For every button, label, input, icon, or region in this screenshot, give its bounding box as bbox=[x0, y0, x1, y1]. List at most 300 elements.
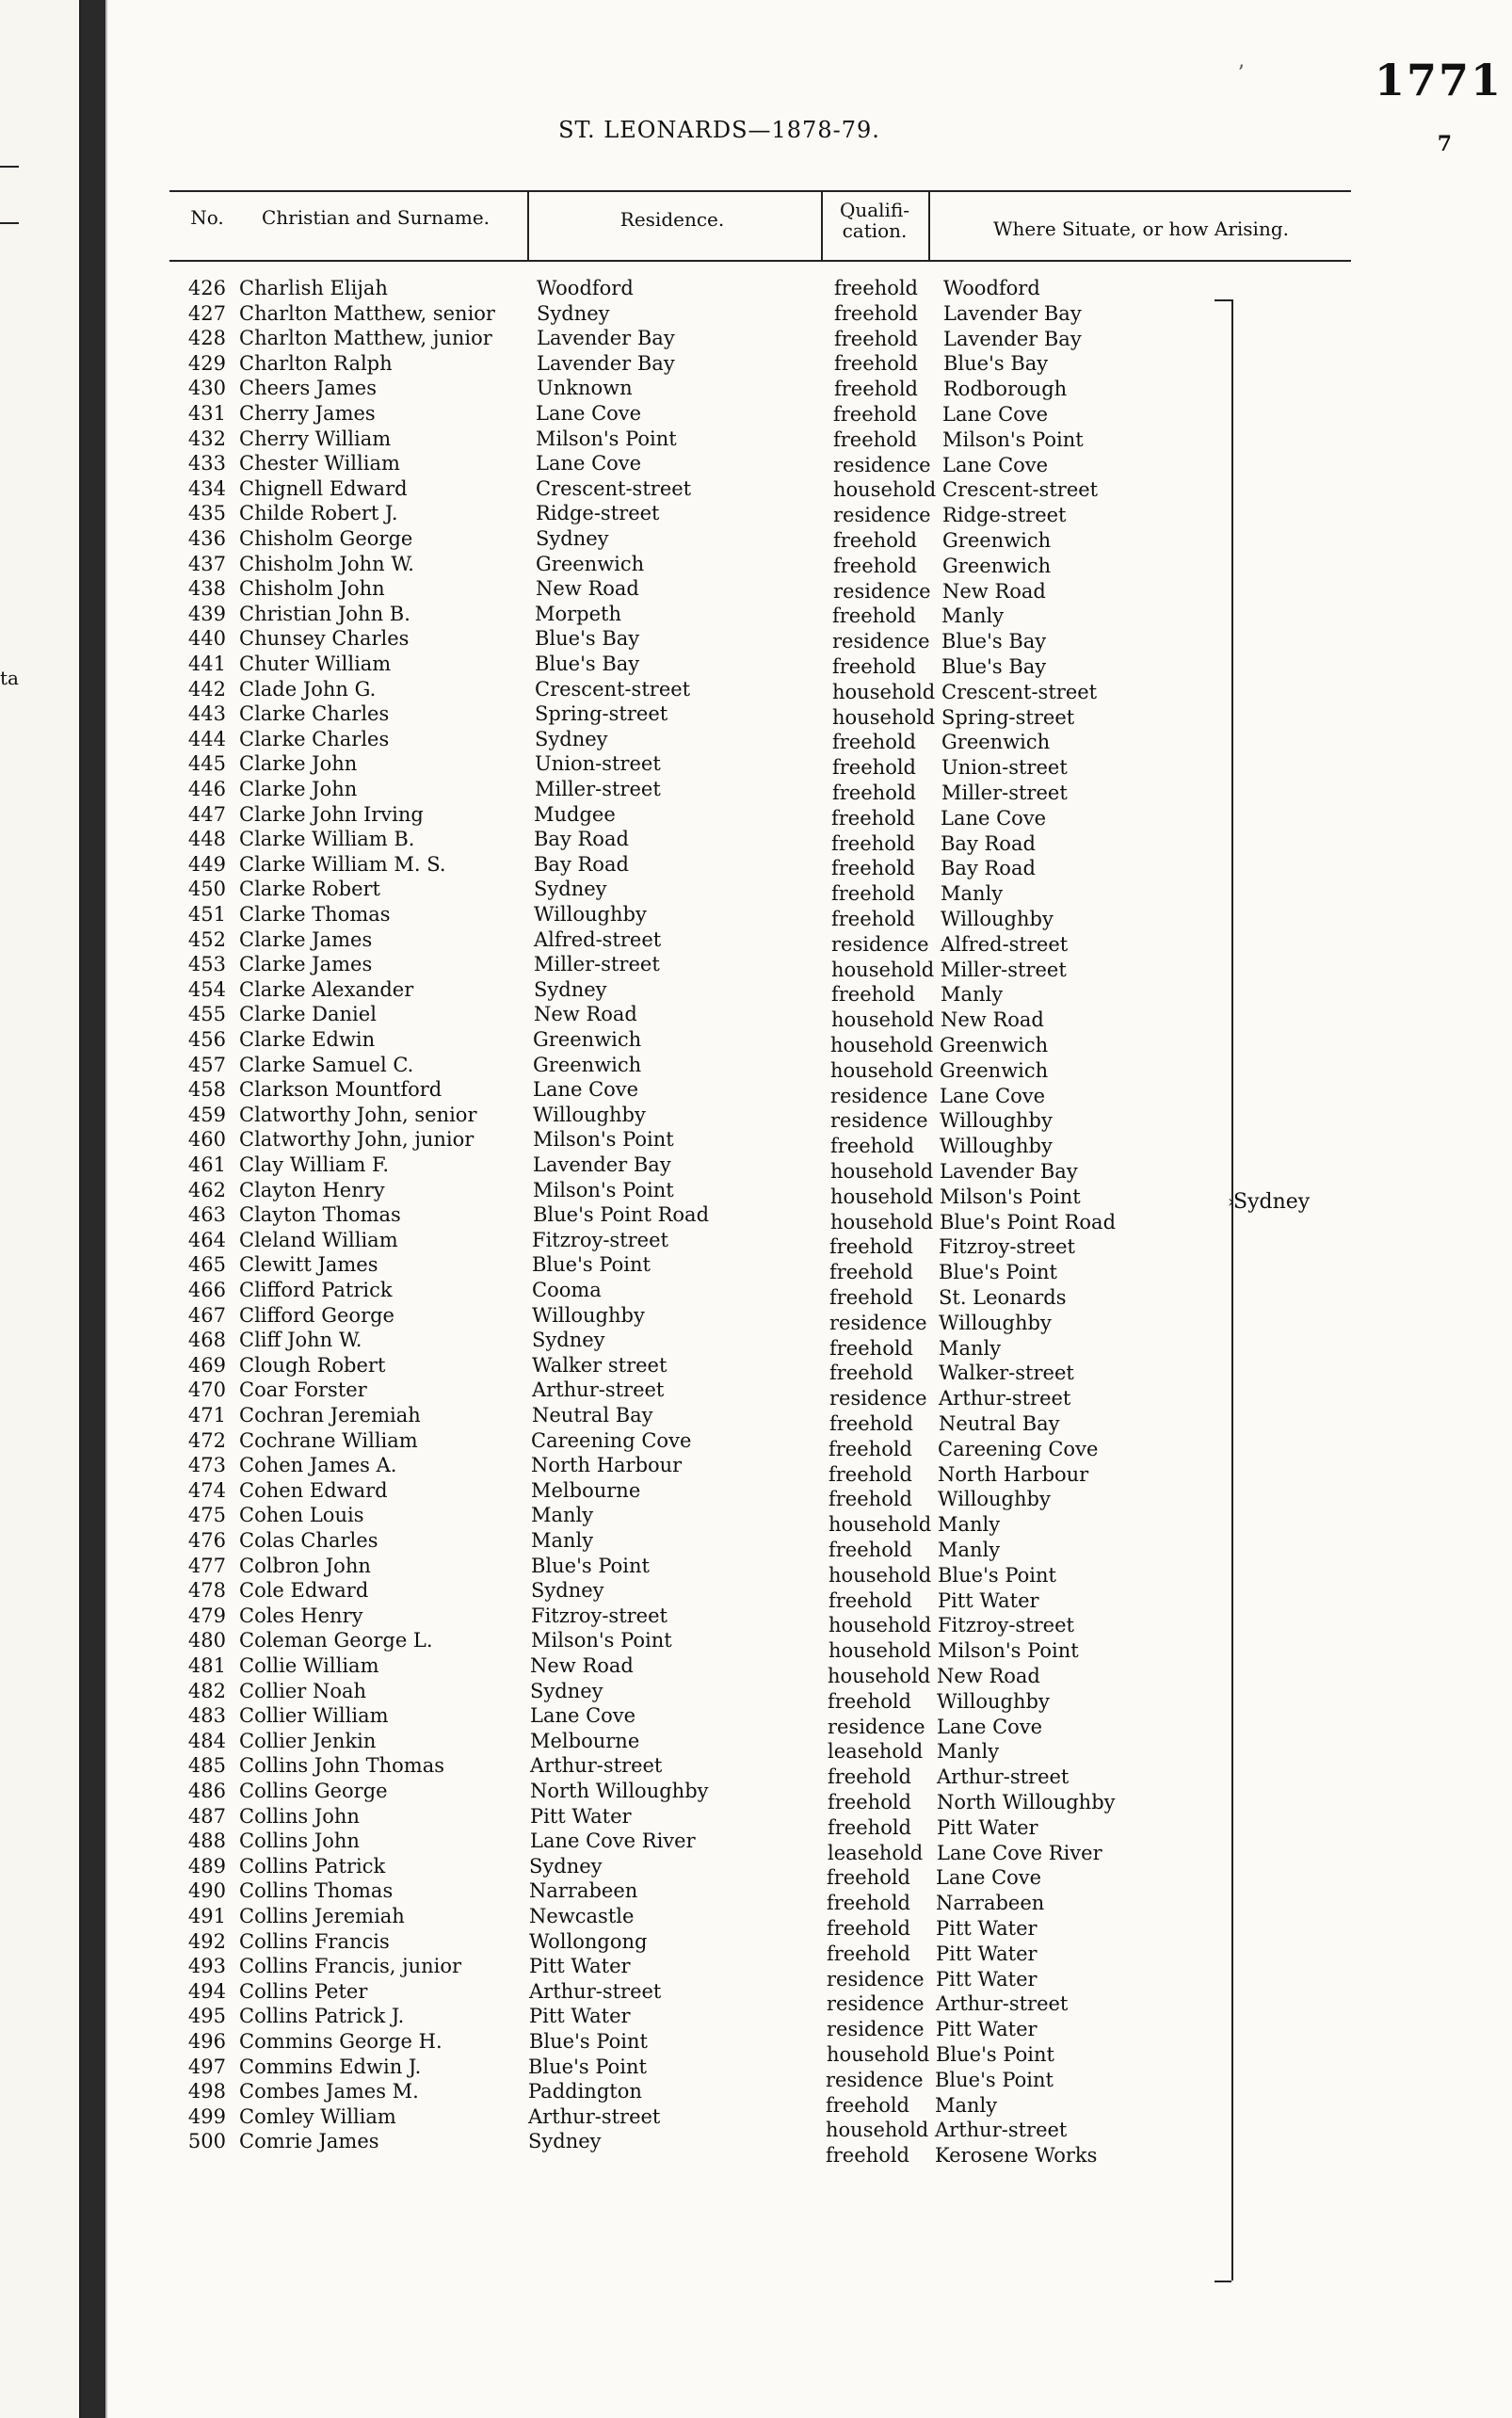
entry-residence: Union-street bbox=[535, 752, 661, 776]
entry-name: Cochran Jeremiah bbox=[239, 1404, 421, 1427]
table-row bbox=[107, 2130, 1512, 2168]
entry-where: Willoughby bbox=[941, 908, 1054, 930]
entry-name: Clifford George bbox=[239, 1303, 394, 1327]
entry-where: St. Leonards bbox=[939, 1286, 1067, 1309]
entry-qualification: residence bbox=[828, 1715, 925, 1738]
entry-residence: Lane Cove bbox=[536, 402, 642, 425]
entry-name: Clatworthy John, senior bbox=[239, 1103, 477, 1126]
entry-where: Crescent-street bbox=[942, 478, 1099, 502]
entry-number: 500 bbox=[187, 2130, 226, 2153]
table-row bbox=[107, 2055, 1512, 2091]
entry-residence: Wollongong bbox=[529, 1929, 648, 1953]
entry-name: Collins Jeremiah bbox=[239, 1905, 405, 1927]
entry-qualification: freehold bbox=[833, 529, 917, 552]
entry-name: Charlton Ralph bbox=[239, 351, 393, 375]
entry-residence: Careening Cove bbox=[531, 1428, 692, 1452]
entry-residence: Lane Cove bbox=[536, 452, 642, 476]
entry-name: Charlton Matthew, senior bbox=[239, 301, 495, 325]
entry-where: Arthur-street bbox=[939, 1387, 1071, 1410]
entry-number: 478 bbox=[187, 1579, 226, 1603]
column-divider bbox=[928, 190, 930, 260]
entry-qualification: household bbox=[833, 478, 937, 502]
table-row bbox=[107, 553, 1512, 577]
entry-name: Collins Patrick bbox=[239, 1854, 386, 1878]
table-row bbox=[107, 678, 1512, 702]
entry-residence: Milson's Point bbox=[533, 1128, 674, 1152]
entry-name: Charlton Matthew, junior bbox=[239, 327, 492, 350]
table-row bbox=[107, 477, 1512, 502]
entry-residence: Manly bbox=[531, 1529, 594, 1552]
brace-label: Sydney bbox=[1233, 1190, 1311, 1214]
entry-number: 432 bbox=[187, 427, 226, 450]
entry-where: New Road bbox=[942, 579, 1046, 603]
entry-where: Pitt Water bbox=[936, 1917, 1037, 1940]
entry-qualification: freehold bbox=[829, 1235, 913, 1259]
entry-name: Collins John Thomas bbox=[239, 1754, 445, 1778]
entry-qualification: freehold bbox=[829, 1336, 913, 1360]
entry-where: Pitt Water bbox=[936, 1967, 1037, 1991]
entry-number: 444 bbox=[187, 727, 226, 750]
brace-line bbox=[1218, 299, 1233, 2281]
entry-name: Clarke Edwin bbox=[239, 1028, 376, 1051]
entry-number: 468 bbox=[187, 1329, 226, 1352]
entry-number: 473 bbox=[187, 1454, 226, 1477]
entry-where: New Road bbox=[941, 1008, 1044, 1032]
entry-qualification: freehold bbox=[828, 1462, 912, 1486]
entry-number: 496 bbox=[187, 2030, 226, 2053]
entry-where: Manly bbox=[939, 1336, 1002, 1360]
entry-qualification: household bbox=[828, 1614, 932, 1637]
entry-number: 499 bbox=[187, 2104, 226, 2128]
entry-number: 435 bbox=[187, 502, 226, 525]
entry-where: Manly bbox=[935, 2093, 998, 2117]
table-row bbox=[107, 1754, 1512, 1789]
table-row bbox=[107, 1604, 1512, 1637]
entry-number: 454 bbox=[187, 977, 226, 1001]
entry-where: Lavender Bay bbox=[943, 327, 1082, 350]
header-where: Where Situate, or how Arising. bbox=[992, 218, 1289, 240]
entry-where: Milson's Point bbox=[940, 1185, 1081, 1208]
entry-where: Manly bbox=[941, 882, 1004, 906]
entry-name: Clarke Alexander bbox=[239, 977, 414, 1001]
entry-name: Cliff John W. bbox=[239, 1329, 362, 1352]
entry-name: Collins Francis, junior bbox=[239, 1955, 462, 1978]
entry-number: 427 bbox=[187, 301, 226, 325]
entry-residence: Arthur-street bbox=[528, 2104, 661, 2128]
table-row bbox=[107, 1053, 1512, 1082]
table-row bbox=[107, 1078, 1512, 1107]
header-name: Christian and Surname. bbox=[261, 206, 491, 229]
entry-residence: Sydney bbox=[535, 727, 608, 750]
entry-qualification: freehold bbox=[834, 378, 918, 401]
entry-where: Neutral Bay bbox=[939, 1412, 1060, 1435]
entry-where: Walker-street bbox=[939, 1362, 1074, 1385]
entry-number: 486 bbox=[187, 1780, 226, 1802]
entry-where: Willoughby bbox=[938, 1488, 1051, 1511]
entry-name: Chuter William bbox=[239, 653, 392, 675]
entry-name: Collins Thomas bbox=[239, 1879, 394, 1903]
entry-where: Blue's Point Road bbox=[940, 1210, 1117, 1233]
table-row bbox=[107, 502, 1512, 526]
entry-residence: Milson's Point bbox=[531, 1629, 672, 1652]
table-row bbox=[107, 653, 1512, 677]
entry-residence: Fitzroy-street bbox=[532, 1228, 668, 1251]
entry-qualification: freehold bbox=[827, 1892, 910, 1915]
table-row bbox=[107, 1279, 1512, 1309]
entry-qualification: freehold bbox=[831, 882, 915, 906]
entry-where: Lane Cove bbox=[941, 806, 1047, 830]
entry-name: Chisholm John bbox=[239, 577, 385, 601]
entry-residence: New Road bbox=[536, 577, 639, 601]
entry-qualification: residence bbox=[831, 932, 929, 956]
entry-qualification: freehold bbox=[828, 1689, 911, 1713]
entry-name: Childe Robert J. bbox=[239, 502, 398, 525]
entry-where: Careening Cove bbox=[938, 1437, 1099, 1460]
entry-residence: North Harbour bbox=[531, 1454, 683, 1477]
entry-name: Clarke William M. S. bbox=[239, 852, 446, 876]
entry-name: Clarke Thomas bbox=[239, 903, 391, 926]
table-row bbox=[107, 427, 1512, 452]
entry-where: Lane Cove River bbox=[937, 1841, 1102, 1864]
table-row bbox=[107, 803, 1512, 828]
entry-where: Lavender Bay bbox=[943, 301, 1082, 325]
entry-qualification: freehold bbox=[832, 655, 916, 678]
entry-number: 488 bbox=[187, 1830, 226, 1853]
entry-where: Blue's Point bbox=[939, 1261, 1057, 1284]
table-row bbox=[107, 853, 1512, 878]
entry-residence: Blue's Bay bbox=[535, 627, 640, 651]
entry-residence: Morpeth bbox=[535, 602, 622, 625]
table-row bbox=[107, 878, 1512, 906]
entry-qualification: freehold bbox=[828, 1791, 911, 1814]
entry-where: Lane Cove bbox=[940, 1084, 1046, 1107]
entry-qualification: household bbox=[828, 1639, 932, 1663]
entry-qualification: residence bbox=[829, 1311, 927, 1334]
entry-qualification: residence bbox=[830, 1109, 928, 1133]
table-row bbox=[107, 702, 1512, 727]
table-row bbox=[107, 1905, 1512, 1940]
entry-name: Collins John bbox=[239, 1804, 360, 1828]
entry-where: Pitt Water bbox=[936, 1942, 1037, 1965]
table-row bbox=[107, 1654, 1512, 1687]
table-row bbox=[107, 1629, 1512, 1663]
entry-where: Rodborough bbox=[943, 378, 1068, 401]
entry-residence: Pitt Water bbox=[529, 1955, 631, 1978]
entry-where: Willoughby bbox=[940, 1109, 1053, 1133]
header-residence: Residence. bbox=[619, 208, 725, 231]
entry-name: Clade John G. bbox=[239, 677, 377, 701]
entry-residence: Crescent-street bbox=[536, 476, 692, 500]
entry-residence: Spring-street bbox=[535, 702, 668, 726]
entry-residence: Melbourne bbox=[530, 1729, 640, 1752]
entry-name: Clatworthy John, junior bbox=[239, 1128, 475, 1152]
entry-qualification: household bbox=[832, 680, 936, 703]
header-top-rule bbox=[169, 190, 1351, 192]
entry-name: Clarke Charles bbox=[239, 702, 390, 726]
entry-number: 449 bbox=[187, 852, 226, 876]
table-row bbox=[107, 2030, 1512, 2066]
entry-number: 481 bbox=[187, 1654, 226, 1677]
entry-qualification: freehold bbox=[829, 1286, 913, 1309]
entry-residence: Sydney bbox=[534, 878, 607, 901]
entry-where: Blue's Bay bbox=[943, 352, 1049, 376]
entry-number: 429 bbox=[187, 351, 226, 375]
entry-residence: Miller-street bbox=[534, 953, 660, 976]
entry-residence: Sydney bbox=[537, 301, 610, 325]
entry-number: 442 bbox=[187, 677, 226, 701]
entry-qualification: residence bbox=[827, 2018, 925, 2041]
table-row bbox=[107, 1804, 1512, 1839]
header-bottom-rule bbox=[169, 260, 1351, 262]
table-row bbox=[107, 1879, 1512, 1915]
entry-residence: Greenwich bbox=[533, 1028, 642, 1051]
entry-qualification: freehold bbox=[832, 604, 916, 628]
entry-where: Arthur-street bbox=[935, 2119, 1068, 2142]
page-title: ST. LEONARDS—1878-79. bbox=[558, 117, 880, 143]
entry-residence: Crescent-street bbox=[535, 677, 691, 701]
entry-residence: Newcastle bbox=[529, 1905, 635, 1927]
entry-name: Clarke John Irving bbox=[239, 802, 424, 826]
entry-name: Colbron John bbox=[239, 1554, 371, 1577]
entry-where: Greenwich bbox=[940, 1034, 1049, 1056]
entry-where: Spring-street bbox=[941, 705, 1075, 729]
entry-number: 445 bbox=[187, 752, 226, 776]
entry-residence: Sydney bbox=[536, 527, 609, 550]
entry-residence: Lavender Bay bbox=[533, 1153, 671, 1176]
entry-number: 467 bbox=[187, 1303, 226, 1327]
entry-number: 434 bbox=[187, 476, 226, 500]
table-row bbox=[107, 2005, 1512, 2041]
entry-qualification: freehold bbox=[827, 1866, 910, 1890]
brace-bottom bbox=[1214, 2281, 1231, 2282]
entry-where: Lavender Bay bbox=[940, 1160, 1078, 1183]
entry-qualification: freehold bbox=[833, 554, 917, 577]
entry-qualification: freehold bbox=[834, 352, 918, 376]
book-gutter bbox=[81, 0, 105, 2418]
entry-where: Fitzroy-street bbox=[939, 1235, 1075, 1259]
entry-where: Lane Cove bbox=[942, 403, 1049, 426]
entry-number: 475 bbox=[187, 1504, 226, 1527]
entry-residence: Bay Road bbox=[534, 828, 629, 851]
entry-number: 428 bbox=[187, 327, 226, 350]
entry-where: Pitt Water bbox=[936, 2018, 1037, 2041]
entry-where: Manly bbox=[938, 1539, 1001, 1561]
entry-qualification: household bbox=[828, 1563, 932, 1587]
entry-qualification: freehold bbox=[832, 782, 916, 804]
entry-residence: Ridge-street bbox=[536, 502, 660, 525]
entry-number: 456 bbox=[187, 1028, 226, 1051]
entry-qualification: residence bbox=[832, 630, 930, 653]
entry-number: 460 bbox=[187, 1128, 226, 1152]
entry-number: 492 bbox=[187, 1929, 226, 1953]
entry-where: Lane Cove bbox=[937, 1715, 1043, 1738]
entry-qualification: household bbox=[828, 1513, 932, 1537]
entry-residence: Sydney bbox=[534, 977, 607, 1001]
entry-residence: Arthur-street bbox=[532, 1378, 665, 1402]
entry-name: Clayton Thomas bbox=[239, 1203, 401, 1227]
entry-qualification: freehold bbox=[826, 2144, 909, 2168]
entry-name: Collins George bbox=[239, 1780, 388, 1802]
table-row bbox=[107, 953, 1512, 981]
entry-where: Willoughby bbox=[940, 1135, 1053, 1158]
entry-name: Clifford Patrick bbox=[239, 1279, 393, 1301]
entry-residence: Walker street bbox=[532, 1353, 668, 1377]
entry-name: Clay William F. bbox=[239, 1153, 390, 1176]
table-row bbox=[107, 302, 1512, 327]
table-row bbox=[107, 1003, 1512, 1032]
entry-number: 476 bbox=[187, 1529, 226, 1552]
entry-name: Collier William bbox=[239, 1704, 389, 1728]
entry-name: Clewitt James bbox=[239, 1253, 378, 1277]
entry-qualification: household bbox=[832, 705, 936, 729]
entry-name: Clarke James bbox=[239, 927, 373, 951]
entry-name: Chignell Edward bbox=[239, 476, 408, 500]
table-row bbox=[107, 1228, 1512, 1259]
entry-number: 489 bbox=[187, 1854, 226, 1878]
table-row bbox=[107, 352, 1512, 377]
entry-residence: Melbourne bbox=[531, 1478, 641, 1502]
table-row bbox=[107, 603, 1512, 627]
entry-qualification: freehold bbox=[831, 983, 915, 1007]
column-divider bbox=[527, 190, 529, 260]
entry-number: 447 bbox=[187, 802, 226, 826]
entry-name: Collins Patrick J. bbox=[239, 2005, 405, 2028]
entry-residence: Sydney bbox=[529, 1854, 603, 1878]
entry-name: Clayton Henry bbox=[239, 1178, 385, 1201]
entry-name: Collier Noah bbox=[239, 1679, 367, 1702]
table-row bbox=[107, 1454, 1512, 1486]
entry-number: 431 bbox=[187, 402, 226, 425]
table-row bbox=[107, 377, 1512, 401]
entry-qualification: residence bbox=[833, 579, 931, 603]
entry-qualification: freehold bbox=[834, 301, 918, 325]
entry-residence: Blue's Point bbox=[532, 1253, 651, 1277]
entry-where: Willoughby bbox=[939, 1311, 1052, 1334]
entry-where: Manly bbox=[937, 1740, 1000, 1764]
entry-number: 430 bbox=[187, 377, 226, 400]
entry-qualification: freehold bbox=[828, 1765, 911, 1789]
entry-name: Collins Peter bbox=[239, 1979, 368, 2003]
entry-where: Lane Cove bbox=[942, 453, 1049, 476]
entry-where: Miller-street bbox=[941, 782, 1068, 804]
entry-name: Comley William bbox=[239, 2104, 396, 2128]
entry-number: 457 bbox=[187, 1053, 226, 1076]
entry-name: Cheers James bbox=[239, 377, 377, 400]
entry-number: 491 bbox=[187, 1905, 226, 1927]
entry-residence: New Road bbox=[530, 1654, 634, 1677]
table-row bbox=[107, 778, 1512, 802]
entry-name: Clarke Daniel bbox=[239, 1003, 377, 1026]
entry-residence: Lane Cove River bbox=[530, 1830, 696, 1853]
entry-qualification: freehold bbox=[828, 1539, 912, 1561]
entry-residence: Fitzroy-street bbox=[531, 1604, 668, 1627]
entry-number: 455 bbox=[187, 1003, 226, 1026]
entry-name: Comrie James bbox=[239, 2130, 379, 2153]
entry-number: 472 bbox=[187, 1428, 226, 1452]
entry-where: Milson's Point bbox=[942, 427, 1084, 451]
entry-name: Clarke John bbox=[239, 752, 358, 776]
entry-residence: Sydney bbox=[528, 2130, 602, 2153]
entry-name: Cherry William bbox=[239, 427, 392, 450]
entry-number: 459 bbox=[187, 1103, 226, 1126]
entry-qualification: household bbox=[830, 1210, 934, 1233]
entry-residence: Unknown bbox=[537, 377, 633, 400]
entry-where: Blue's Bay bbox=[941, 630, 1047, 653]
entry-where: Narrabeen bbox=[936, 1892, 1045, 1915]
entry-where: New Road bbox=[937, 1665, 1040, 1687]
entry-where: Ridge-street bbox=[942, 504, 1067, 527]
entry-residence: Miller-street bbox=[535, 778, 661, 800]
entry-residence: Pitt Water bbox=[529, 2005, 631, 2028]
entry-name: Clarke John bbox=[239, 778, 358, 800]
entry-residence: Woodford bbox=[537, 277, 634, 299]
entry-where: Greenwich bbox=[941, 731, 1051, 754]
entry-number: 448 bbox=[187, 828, 226, 851]
entry-residence: Sydney bbox=[530, 1679, 603, 1702]
entry-number: 466 bbox=[187, 1279, 226, 1301]
entry-qualification: household bbox=[830, 1058, 934, 1082]
entry-where: Pitt Water bbox=[937, 1815, 1038, 1839]
document-page bbox=[105, 0, 1512, 2418]
entry-number: 471 bbox=[187, 1404, 226, 1427]
entry-where: Union-street bbox=[941, 756, 1068, 780]
entry-name: Clarke Samuel C. bbox=[239, 1053, 414, 1076]
entry-number: 464 bbox=[187, 1228, 226, 1251]
entry-residence: Blue's Point bbox=[529, 2030, 648, 2053]
entry-where: Arthur-street bbox=[937, 1765, 1070, 1789]
entry-name: Clarke Robert bbox=[239, 878, 380, 901]
table-row bbox=[107, 627, 1512, 652]
entry-number: 451 bbox=[187, 903, 226, 926]
entry-where: Fitzroy-street bbox=[938, 1614, 1074, 1637]
entry-name: Clough Robert bbox=[239, 1353, 386, 1377]
entry-name: Coleman George L. bbox=[239, 1629, 433, 1652]
entry-number: 482 bbox=[187, 1679, 226, 1702]
entry-residence: Willoughby bbox=[533, 1103, 646, 1126]
entry-where: Blue's Point bbox=[938, 1563, 1056, 1587]
entry-residence: Lane Cove bbox=[533, 1078, 639, 1102]
entry-where: Bay Road bbox=[941, 831, 1036, 855]
entry-number: 493 bbox=[187, 1955, 226, 1978]
entry-number: 479 bbox=[187, 1604, 226, 1627]
entry-name: Cole Edward bbox=[239, 1579, 369, 1603]
entry-name: Colas Charles bbox=[239, 1529, 378, 1552]
table-row bbox=[107, 402, 1512, 427]
entry-qualification: freehold bbox=[833, 427, 917, 451]
entry-where: Milson's Point bbox=[938, 1639, 1079, 1663]
entry-qualification: freehold bbox=[831, 806, 915, 830]
table-row bbox=[107, 1504, 1512, 1537]
table-row bbox=[107, 927, 1512, 956]
entry-residence: Neutral Bay bbox=[532, 1404, 653, 1427]
table-row bbox=[107, 1929, 1512, 1965]
entry-qualification: freehold bbox=[831, 831, 915, 855]
entry-number: 440 bbox=[187, 627, 226, 651]
margin-rule bbox=[0, 222, 19, 224]
table-row bbox=[107, 977, 1512, 1007]
entry-name: Chisholm John W. bbox=[239, 552, 414, 575]
entry-qualification: residence bbox=[827, 1967, 925, 1991]
entry-residence: North Willoughby bbox=[530, 1780, 709, 1802]
entry-where: Pitt Water bbox=[938, 1588, 1039, 1612]
entry-where: Lane Cove bbox=[936, 1866, 1042, 1890]
entry-residence: Blue's Bay bbox=[535, 653, 640, 675]
entry-qualification: residence bbox=[826, 2068, 924, 2091]
entry-name: Clarke William B. bbox=[239, 828, 415, 851]
entry-number: 462 bbox=[187, 1178, 226, 1201]
entry-number: 477 bbox=[187, 1554, 226, 1577]
table-row bbox=[107, 1554, 1512, 1587]
